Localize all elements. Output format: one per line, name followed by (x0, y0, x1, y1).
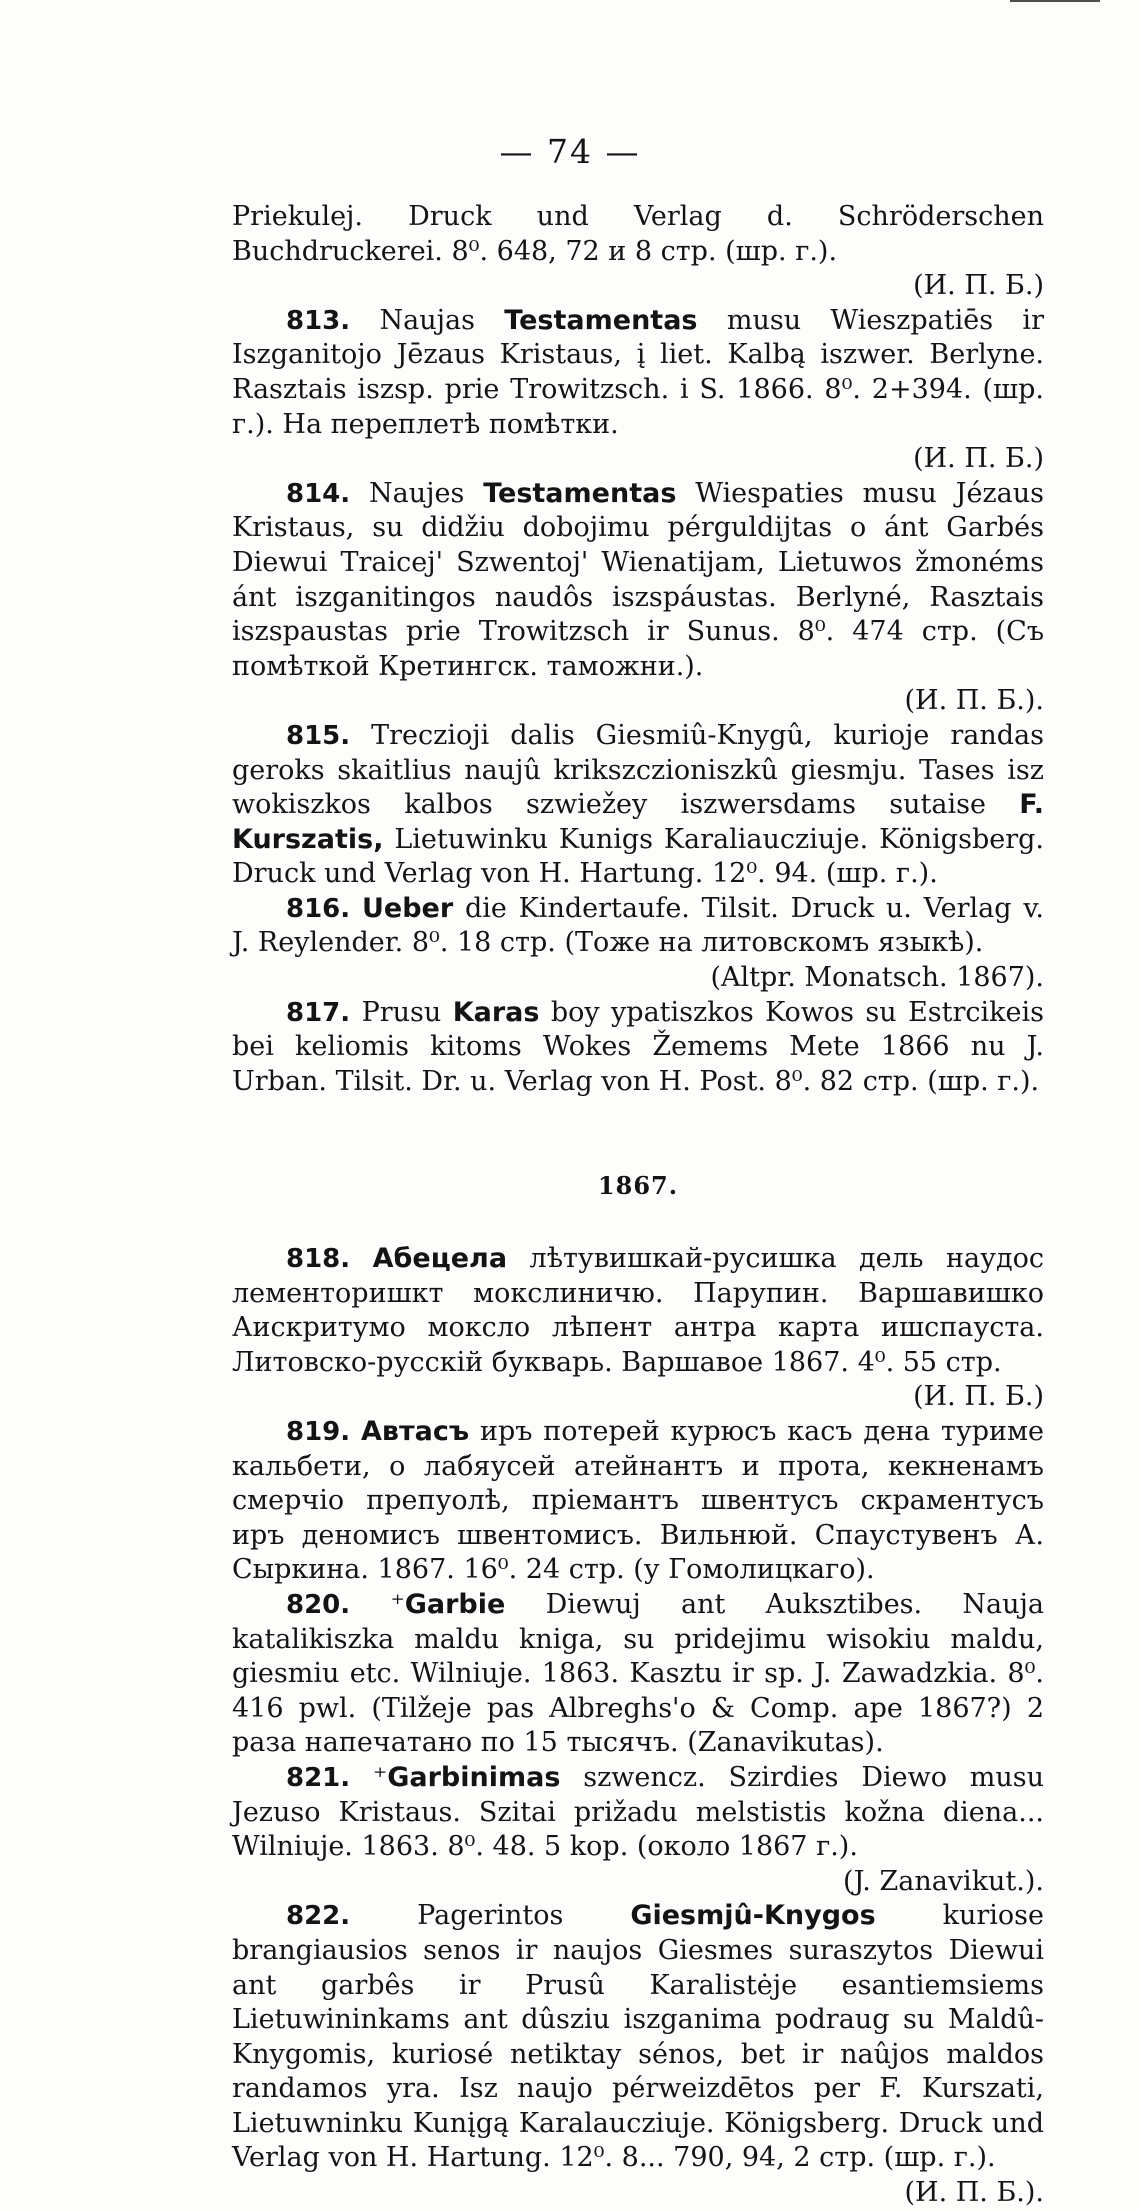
entry-text-before: Treczioji dalis Giesmiû-Knygû, kurioje randas geroks skaitlius naujû krikszczioniszkû giesmju. Tases isz wokiszkos kalbos szwiežey iszwersdams sutaise (232, 719, 1044, 821)
entry-text-before: Naujes (369, 477, 484, 509)
entry-number: 822. (286, 1901, 351, 1932)
bibliography-entry (232, 996, 1044, 1100)
entry-text-after: szwencz. Szirdies Diewo musu Jezuso Kristaus. Szitai prižadu melstistis kožna diena... Wilniuje. 1863. 8⁰. 48. 5 kop. (около 1867 г.). (232, 1761, 1044, 1863)
bibliography-entry (232, 477, 1044, 719)
entry-number: 815. (286, 720, 351, 751)
bibliography-entry (232, 1899, 1044, 2210)
intro-text: Priekulej. Druck und Verlag d. Schröderschen Buchdruckerei. 8⁰. 648, 72 и 8 стр. (шр. г.). (232, 201, 1044, 267)
entry-number: 817. (286, 997, 351, 1028)
entry-text-before: Prusu (361, 996, 453, 1028)
entry-title: F. Kurszatis, (232, 789, 1044, 855)
page-number: — 74 — (499, 132, 641, 171)
entry-title: Testamentas (504, 304, 698, 336)
entry-number: 820. (286, 1589, 351, 1620)
entry-title: Testamentas (483, 477, 677, 509)
entry-text-after: Wiespaties musu Jézaus Kristaus, su didžiu dobojimu pérguldijtas o ánt Garbés Diewui Traicej' Szwentoj' Wienatijam, Lietuwos žmonéms ánt iszganitingos naudôs iszspáustas. Berlyné, Rasztais iszspaustas prie Trowitzsch ir Sunus. 8⁰. 474 стр. (Съ помѣткой Кретингск. таможни.). (232, 477, 1044, 682)
entry-title: Garbinimas (387, 1761, 561, 1793)
bibliography-text (232, 200, 1044, 2211)
bibliography-entry (232, 719, 1044, 892)
entry-text-after: иръ потерей курюсъ касъ дена туриме кальбети, о лабяусей атейнантъ и прота, кекненамъ смерчіо препуолѣ, пріемантъ швентусъ скраментусъ иръ деномисъ швентомисъ. Вильнюй. Спаустувенъ А. Сыркина. 1867. 16⁰. 24 стр. (у Гомолицкаго). (232, 1416, 1044, 1586)
entry-number: 819. (286, 1417, 351, 1447)
entry-text-before: ⁺ (372, 1761, 388, 1793)
entries-1866 (232, 304, 1044, 1100)
entry-title: Karas (452, 996, 540, 1028)
bibliography-entry (232, 304, 1044, 477)
entry-text-after: Diewuj ant Auksztibes. Nauja katalikiszka maldu kniga, su pridejimu wisokiu maldu, giesmiu etc. Wilniuje. 1863. Kasztu ir sp. J. Zawadzkia. 8⁰. 416 pwl. (Tilžeje pas Albreghs'o & Comp. ape 1867?) 2 раза напечатано по 15 тысячъ. (Zanavikutas). (232, 1588, 1044, 1759)
bibliography-entry (232, 1588, 1044, 1761)
entry-number: 821. (286, 1762, 351, 1793)
entry-number: 818. (286, 1244, 351, 1275)
entry-text-after: musu Wieszpatiēs ir Iszganitojo Jēzaus Kristaus, į liet. Kalbą iszwer. Berlyne. Rasztais iszsp. prie Trowitzsch. i S. 1866. 8⁰. 2+394. (шр. г.). На переплетѣ помѣтки. (232, 304, 1044, 440)
entry-signature: (И. П. Б.) (913, 443, 1044, 475)
entry-text-before: ⁺ (390, 1588, 405, 1620)
entry-number: 813. (286, 305, 351, 336)
bibliography-entry (232, 892, 1044, 996)
entries-1867 (232, 1242, 1044, 2211)
entry-signature: (Altpr. Monatsch. 1867). (710, 962, 1044, 994)
entry-text-before: Pagerintos (417, 1900, 631, 1932)
entry-signature: (И. П. Б.) (913, 1381, 1044, 1413)
entry-signature: (J. Zanavikut.). (843, 1865, 1044, 1897)
entry-title: Ueber (361, 892, 454, 924)
entry-number: 814. (286, 478, 351, 509)
intro-paragraph (232, 200, 1044, 304)
entry-title: Автасъ (361, 1416, 470, 1447)
entry-title: Абецела (372, 1243, 508, 1275)
entry-number: 816. (286, 893, 351, 924)
year-heading: 1867. (597, 1171, 679, 1201)
bibliography-entry (232, 1415, 1044, 1588)
entry-title: Garbie (404, 1588, 506, 1620)
entry-text-before: Naujas (379, 304, 505, 336)
entry-text-after: die Kindertaufe. Tilsit. Druck u. Verlag v. J. Reylender. 8⁰. 18 стр. (Тоже на литовскомъ языкѣ). (232, 892, 1044, 959)
intro-signature: (И. П. Б.) (913, 270, 1044, 302)
entry-signature: (И. П. Б.). (904, 2177, 1044, 2209)
entry-signature: (И. П. Б.). (904, 685, 1044, 717)
entry-title: Giesmjû-Knygos (630, 1900, 876, 1932)
bibliography-entry (232, 1242, 1044, 1415)
scan-edge-mark (1010, 0, 1100, 8)
entry-text-after: boy ypatiszkos Kowos su Estrcikeis bei keliomis kitoms Wokes Žemems Mete 1866 nu J. Urban. Tilsit. Dr. u. Verlag von H. Post. 8⁰. 82 стр. (шр. г.). (232, 996, 1044, 1097)
entry-text-after: лѣтувишкай-русишка дель наудос лементоришкт мокслиничю. Парупин. Варшавишко Аискритумо мокслo лѣпент антра карта ишспауста. Литовско-русскій букварь. Варшавое 1867. 4⁰. 55 стр. (232, 1243, 1044, 1378)
entry-text-after: kuriose brangiausios senos ir naujos Giesmes suraszytos Diewui ant garbês ir Prusû Karalistėje esantiemsiems Lietuwininkams ant dûsziu iszganima podraug su Maldû-Knygomis, kuriosé netiktay sénos, bet ir naûjos maldos randamos yra. Isz naujo pérweizdētos per F. Kurszati, Lietuwninku Kunįgą Karalaucziuje. Königsberg. Druck und Verlag von H. Hartung. 12⁰. 8... 790, 94, 2 стр. (шр. г.). (232, 1900, 1044, 2174)
entry-text-after: Lietuwinku Kunigs Karaliaucziuje. Königsberg. Druck und Verlag von H. Hartung. 12⁰. 94. (шр. г.). (232, 823, 1044, 890)
bibliography-entry (232, 1761, 1044, 1899)
